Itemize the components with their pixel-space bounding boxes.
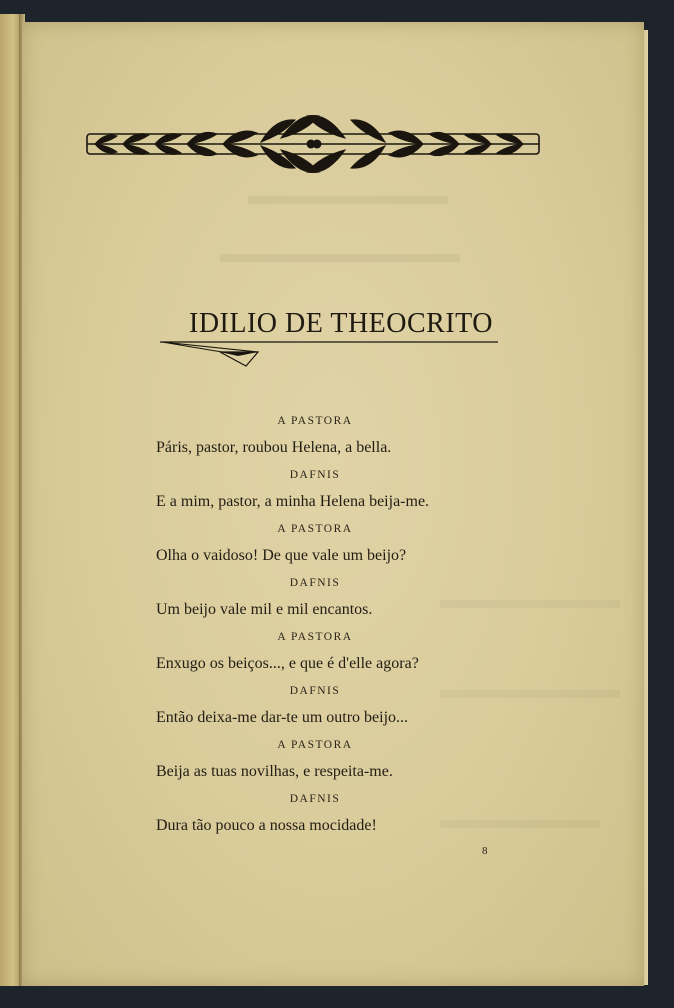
dialogue-entry xyxy=(150,574,480,628)
dialogue-entry xyxy=(150,790,480,844)
verse-line: Olha o vaidoso! De que vale um beijo? xyxy=(156,547,407,564)
dialogue-entry xyxy=(150,628,480,682)
verse-line: Então deixa-me dar-te um outro beijo... xyxy=(156,709,409,726)
dialogue-entry xyxy=(150,520,480,574)
speaker-label: DAFNIS xyxy=(289,685,341,697)
verse-line: Enxugo os beiços..., e que é d'elle agora? xyxy=(156,655,419,672)
verse-line: Páris, pastor, roubou Helena, a bella. xyxy=(156,439,392,456)
dialogue-entry xyxy=(150,736,480,790)
verse-line: Dura tão pouco a nossa mocidade! xyxy=(156,817,377,834)
page-number: 8 xyxy=(482,845,488,857)
dialogue-entry xyxy=(150,682,480,736)
verse-line: E a mim, pastor, a minha Helena beija-me. xyxy=(156,493,430,510)
speaker-label: A PASTORA xyxy=(277,523,353,535)
dialogue-entry xyxy=(150,466,480,520)
dialogue-entry xyxy=(150,412,480,466)
speaker-label: DAFNIS xyxy=(289,469,341,481)
title-underline-flourish xyxy=(160,336,500,370)
speaker-label: DAFNIS xyxy=(289,793,341,805)
laurel-ornament-icon xyxy=(85,112,541,174)
verse-line: Um beijo vale mil e mil encantos. xyxy=(156,601,373,618)
speaker-label: A PASTORA xyxy=(277,631,353,643)
speaker-label: A PASTORA xyxy=(277,415,353,427)
speaker-label: A PASTORA xyxy=(277,739,353,751)
poem-title: IDILIO DE THEOCRITO xyxy=(189,308,493,339)
verse-line: Beija as tuas novilhas, e respeita-me. xyxy=(156,763,393,780)
speaker-label: DAFNIS xyxy=(289,577,341,589)
poem-dialogue xyxy=(150,412,480,844)
